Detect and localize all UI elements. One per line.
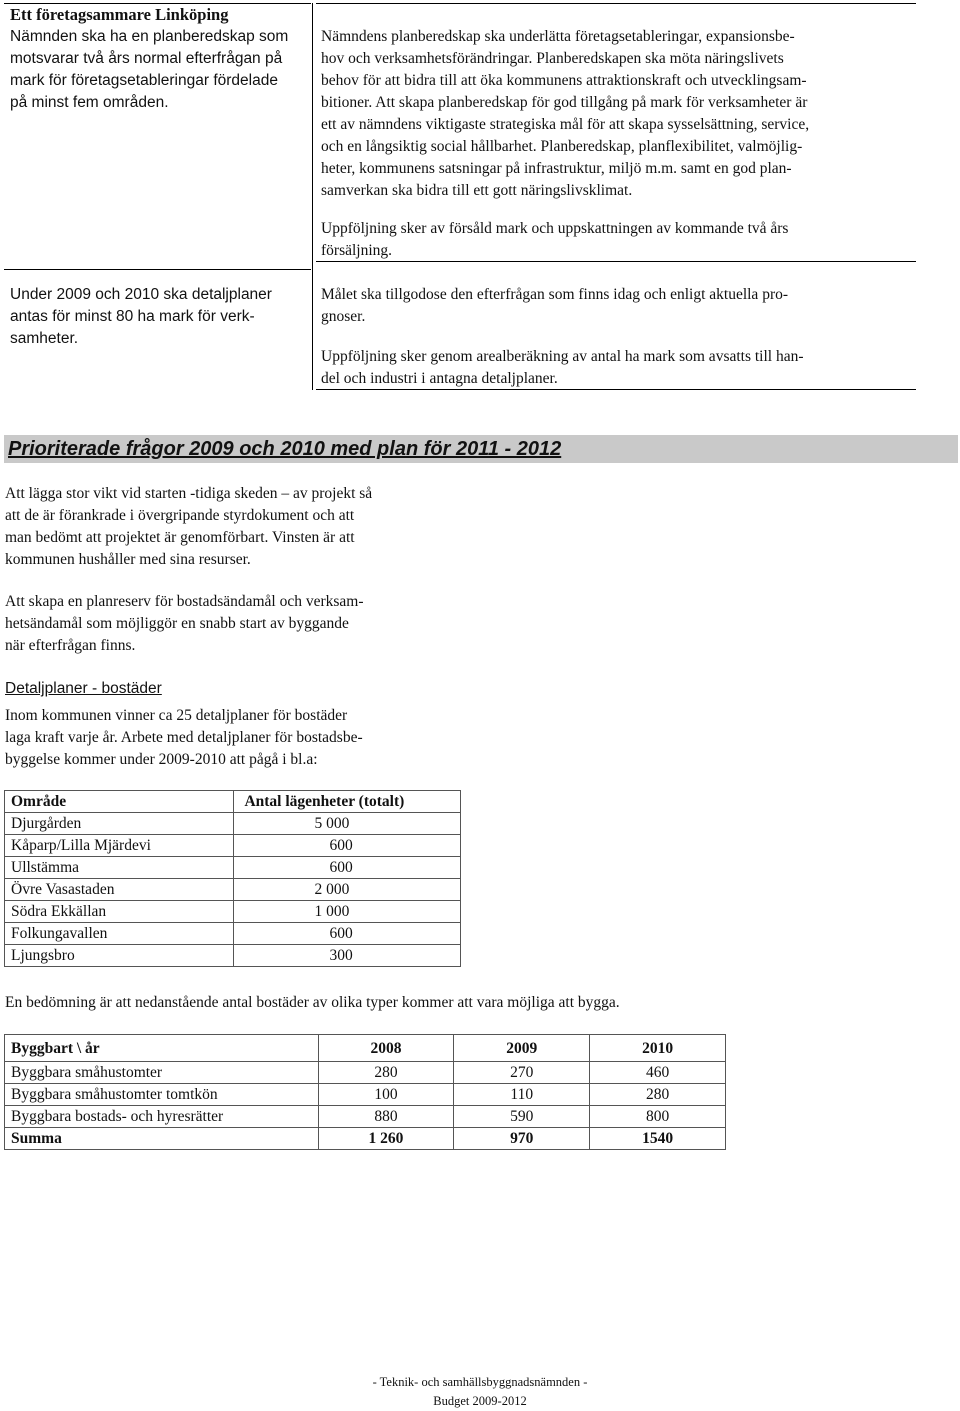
- footer-line: Budget 2009-2012: [433, 1394, 527, 1408]
- followup-sales: [321, 218, 913, 262]
- table-cell: 460: [590, 1062, 726, 1084]
- table-row: [5, 813, 461, 835]
- description-line: bitioner. Att skapa planberedskap för god tillgång på mark för verksamheter är: [321, 94, 808, 111]
- paragraph-early-stage: [5, 483, 447, 571]
- table-cell: 1540: [590, 1128, 726, 1150]
- column-header: 2008: [318, 1035, 454, 1062]
- description-line: och en långsiktig social hållbarhet. Planberedskap, planflexibilitet, valmöjlig-: [321, 138, 803, 155]
- followup-line: Uppföljning sker genom arealberäkning av antal ha mark som avsatts till han-: [321, 348, 804, 365]
- paragraph-line: när efterfrågan finns.: [5, 637, 136, 654]
- goal-block: [10, 4, 306, 114]
- goal-line: Nämnden ska ha en planberedskap som: [10, 28, 289, 45]
- table-row: [5, 901, 461, 923]
- table-cell: 300: [234, 945, 461, 967]
- assessment-text: En bedömning är att nedanstående antal bostäder av olika typer kommer att vara möjliga att bygga.: [5, 994, 620, 1011]
- table-cell: 280: [318, 1062, 454, 1084]
- column-header: 2010: [590, 1035, 726, 1062]
- table-cell: 880: [318, 1106, 454, 1128]
- detailplan-line: antas för minst 80 ha mark för verk-: [10, 308, 255, 325]
- table-cell: Kåparp/Lilla Mjärdevi: [5, 835, 234, 857]
- table-cell: Byggbara bostads- och hyresrätter: [5, 1106, 319, 1128]
- table-cell: 800: [590, 1106, 726, 1128]
- table-cell: 280: [590, 1084, 726, 1106]
- paragraph-line: Att lägga stor vikt vid starten -tidiga skeden – av projekt så: [5, 485, 373, 502]
- footer-line: - Teknik- och samhällsbyggnadsnämnden -: [372, 1375, 588, 1389]
- column-header: Område: [5, 791, 234, 813]
- table-row: [5, 835, 461, 857]
- description-line: hov och verksamhetsförändringar. Planberedskapen ska möta näringslivets: [321, 50, 784, 67]
- table-cell: Byggbara småhustomter: [5, 1062, 319, 1084]
- goal-line: motsvarar två års normal efterfrågan på: [10, 50, 283, 67]
- column-header: 2009: [454, 1035, 590, 1062]
- table-row: [5, 879, 461, 901]
- buildable-housing-table: [4, 1034, 726, 1150]
- page-footer: [300, 1373, 660, 1411]
- table-row: [5, 1062, 726, 1084]
- table-cell: 270: [454, 1062, 590, 1084]
- goal-target: [321, 284, 913, 328]
- table-cell: 600: [234, 857, 461, 879]
- description-line: samverkan ska bidra till ett gott näringslivsklimat.: [321, 182, 633, 199]
- goal-title: Ett företagsammare Linköping: [10, 5, 229, 24]
- paragraph-line: byggelse kommer under 2009-2010 att pågå i bl.a:: [5, 751, 318, 768]
- section-heading: Prioriterade frågor 2009 och 2010 med plan för 2011 - 2012: [8, 438, 562, 460]
- table-cell: 5 000: [234, 813, 461, 835]
- followup-line: del och industri i antagna detaljplaner.: [321, 370, 558, 387]
- area-apartments-table: [4, 790, 461, 967]
- table-row: [5, 857, 461, 879]
- paragraph-detailplans: [5, 705, 447, 771]
- paragraph-line: kommunen hushåller med sina resurser.: [5, 551, 251, 568]
- table-cell: 600: [234, 923, 461, 945]
- table-cell: Folkungavallen: [5, 923, 234, 945]
- target-line: Målet ska tillgodose den efterfrågan som finns idag och enligt aktuella pro-: [321, 286, 789, 303]
- table-cell: 1 000: [234, 901, 461, 923]
- table-row: [5, 923, 461, 945]
- detailplan-line: samheter.: [10, 330, 79, 347]
- paragraph-plan-reserve: [5, 591, 447, 657]
- description-line: heter, kommunens satsningar på infrastruktur, miljö m.m. samt en god plan-: [321, 160, 792, 177]
- table-header-row: [5, 791, 461, 813]
- detailplan-goal: [10, 284, 306, 350]
- target-line: gnoser.: [321, 308, 366, 325]
- table-cell: Södra Ekkällan: [5, 901, 234, 923]
- table-total-row: [5, 1128, 726, 1150]
- goal-line: mark för företagsetableringar fördelade: [10, 72, 278, 89]
- paragraph-line: att de är förankrade i övergripande styrdokument och att: [5, 507, 355, 524]
- paragraph-line: man bedömt att projektet är genomförbart. Vinsten är att: [5, 529, 355, 546]
- table-cell: Övre Vasastaden: [5, 879, 234, 901]
- column-header: Byggbart \ år: [5, 1035, 319, 1062]
- table-header-row: [5, 1035, 726, 1062]
- table-row: [5, 945, 461, 967]
- table-cell: 2 000: [234, 879, 461, 901]
- paragraph-line: Inom kommunen vinner ca 25 detaljplaner för bostäder: [5, 707, 348, 724]
- subheading: Detaljplaner - bostäder: [5, 680, 162, 697]
- column-header: Antal lägenheter (totalt): [234, 791, 461, 813]
- description-line: Nämndens planberedskap ska underlätta företagsetableringar, expansionsbe-: [321, 28, 795, 45]
- table-cell: Ljungsbro: [5, 945, 234, 967]
- goal-description: [321, 26, 913, 202]
- table-cell: 100: [318, 1084, 454, 1106]
- followup-line: Uppföljning sker av försåld mark och uppskattningen av kommande två års: [321, 220, 789, 237]
- goal-line: på minst fem områden.: [10, 94, 169, 111]
- table-cell: Ullstämma: [5, 857, 234, 879]
- column-divider: [312, 3, 313, 390]
- table-cell: 590: [454, 1106, 590, 1128]
- bottom-rule: [316, 389, 916, 390]
- detailplan-line: Under 2009 och 2010 ska detaljplaner: [10, 286, 272, 303]
- followup-line: försäljning.: [321, 242, 393, 259]
- table-cell: Byggbara småhustomter tomtkön: [5, 1084, 319, 1106]
- mid-rule-left: [4, 269, 311, 270]
- table-cell: 600: [234, 835, 461, 857]
- followup-area: [321, 346, 913, 390]
- table-cell: 970: [454, 1128, 590, 1150]
- section-heading-bar: [4, 435, 958, 463]
- description-line: ett av nämndens viktigaste strategiska mål för att skapa sysselsättning, service,: [321, 116, 810, 133]
- paragraph-line: laga kraft varje år. Arbete med detaljplaner för bostadsbe-: [5, 729, 363, 746]
- paragraph-line: Att skapa en planreserv för bostadsändamål och verksam-: [5, 593, 364, 610]
- paragraph-line: hetsändamål som möjliggör en snabb start av byggande: [5, 615, 349, 632]
- table-cell: Djurgården: [5, 813, 234, 835]
- top-rule-right: [316, 3, 916, 4]
- description-line: behov för att bidra till att öka kommunens attraktionskraft och utvecklingsam-: [321, 72, 807, 89]
- table-cell: 1 260: [318, 1128, 454, 1150]
- table-cell: 110: [454, 1084, 590, 1106]
- table-cell: Summa: [5, 1128, 319, 1150]
- mid-rule-right: [316, 261, 916, 262]
- table-row: [5, 1084, 726, 1106]
- table-row: [5, 1106, 726, 1128]
